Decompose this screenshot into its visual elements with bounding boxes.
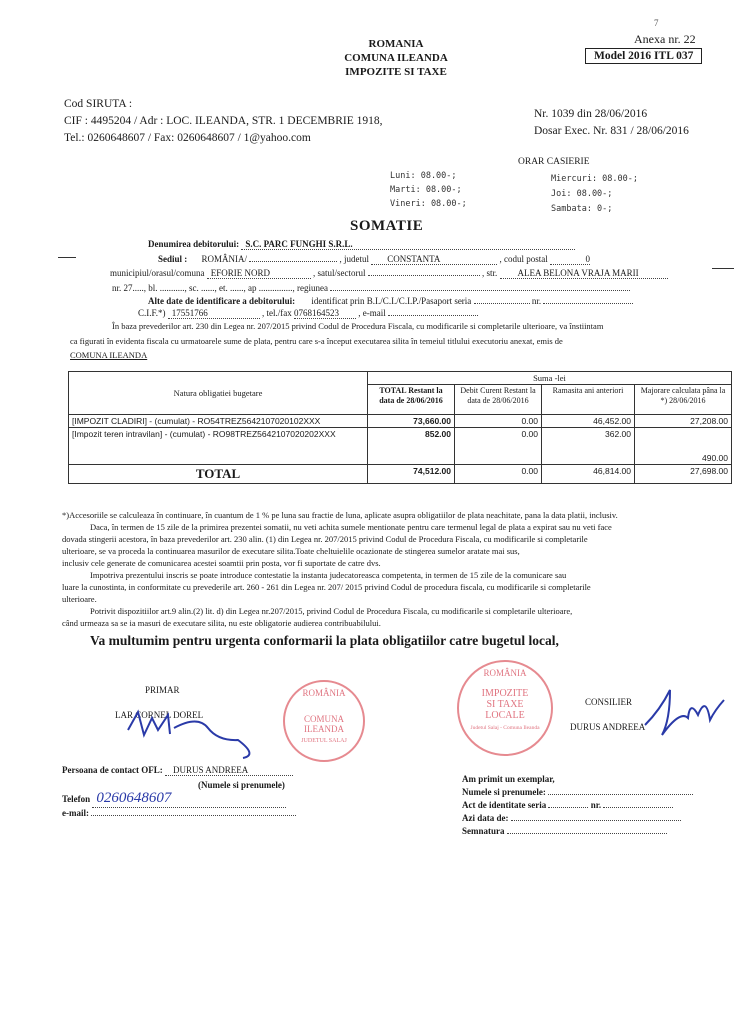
row-name: [Impozit teren intravilan] - (cumulat) - RO98TREZ5642107020202XXX (69, 428, 368, 465)
serie-value (474, 303, 530, 304)
stamp2-mid1: IMPOZITE (481, 688, 529, 699)
municipiu-label: municipiul/orasul/comuna (110, 268, 205, 278)
primar-name: LAR CORNEL DOREL (115, 710, 204, 720)
note-paragraph-4b: când urmeaza sa se ia masuri de executare silita, nu este obligatorie audierea contribuabilului. (62, 618, 381, 628)
orar-joi: Joi: 08.00-; (551, 189, 613, 199)
nr-label: nr. (531, 296, 542, 306)
col-total-label: TOTAL Restant la data de 28/06/2016 (379, 386, 443, 405)
table-row (69, 415, 732, 428)
total-ramasita: 46,814.00 (542, 465, 635, 484)
cod-postal-label: , codul postal (499, 254, 548, 264)
orar-luni: Luni: 08.00-; (390, 171, 457, 181)
email-value (388, 315, 478, 316)
municipiu-value: EFORIE NORD (207, 268, 311, 279)
right-margin-line-1 (712, 268, 734, 269)
note-paragraph-2c: ulterioare, se va proceda la continuarea masurilor de executare silita.Toate cheltuielile ocazionate de stingerea sumelor aratate mai sus, (62, 546, 520, 556)
primar-signature (118, 700, 268, 760)
regiunea-value (330, 290, 630, 291)
note-paragraph-2b: dovada stingerii acestora, în baza prevederilor art. 230 alin. (1) din Legea nr. 207/2015 privind Codul de Procedura Fiscala, cu modificarile si completarile (62, 534, 588, 544)
tel-value: 0768164523 (294, 308, 356, 319)
telefon-value: 0260648607 (92, 790, 286, 808)
col-majorare-header (635, 385, 732, 415)
row-name: [IMPOZIT CLADIRI] - (cumulat) - RO54TREZ5642107020102XXX (69, 415, 368, 428)
consilier-label: CONSILIER (585, 697, 632, 707)
header-romania: ROMANIA (368, 38, 424, 50)
document-number: Nr. 1039 din 28/06/2016 (534, 108, 648, 120)
consilier-name: DURUS ANDREEA (570, 722, 646, 732)
debtor-cif-row (138, 308, 478, 319)
receipt-sign-label: Semnatura (462, 826, 505, 836)
note-paragraph-3a: Impotriva prezentului inscris se poate introduce contestatie la instanta judecatoreasca competenta, in termen de 15 zile de la comunicare sau (90, 570, 567, 580)
note-paragraph-2d: inclusiv cele generate de comunicarea acestei soamtii prin posta, vor fi suportate de catre dvs. (62, 558, 381, 568)
total-total: 74,512.00 (368, 465, 455, 484)
row-ramasita: 362.00 (542, 428, 635, 465)
debtor-sediu-row (158, 254, 590, 265)
stamp1-mid2: ILEANDA (304, 724, 344, 734)
debtor-other-id-row (148, 296, 633, 306)
contact-email-row (62, 808, 296, 818)
receipt-date-value (511, 820, 681, 821)
note-paragraph-2a: Daca, în termen de 15 zile de la primirea prezentei somatii, nu veti achita sumele mentionate pentru care termenul legal de plata a expirat sau nu veti face (90, 522, 612, 532)
note-paragraph-3c: ulterioare. (62, 594, 97, 604)
orar-vineri: Vineri: 08.00-; (390, 199, 467, 209)
stamp2-mid2: SI TAXE (486, 699, 524, 710)
receipt-act-label: Act de identitate seria (462, 800, 547, 810)
receipt-sign-value (507, 833, 667, 834)
cod-postal-value: 0 (550, 254, 590, 265)
note-paragraph-3b: luare la cunostinta, in conformitate cu prevederile art. 260 - 261 din Legea nr. 207/ 2015 privind Codul de procedura fiscala, cu modificarile si completarile (62, 582, 591, 592)
receipt-name-label: Numele si prenumele: (462, 787, 546, 797)
sat-label: , satul/sectorul (312, 268, 366, 278)
cif-value: 17551766 (168, 308, 260, 319)
stamp2-bottom: Judetul Salaj - Comuna Ileanda (470, 725, 540, 731)
receipt-date-label: Azi data de: (462, 813, 509, 823)
receipt-line-3 (462, 800, 673, 810)
institution-contact: Tel.: 0260648607 / Fax: 0260648607 / 1@yahoo.com (64, 132, 311, 144)
impozite-stamp (457, 660, 553, 756)
receipt-line-2 (462, 787, 693, 797)
tel-label: , tel./fax (262, 308, 292, 318)
contact-email-label: e-mail: (62, 808, 89, 818)
judet-value: CONSTANTA (371, 254, 497, 265)
anexa-label: Anexa nr. 22 (634, 32, 696, 46)
model-code: Model 2016 ITL 037 (585, 48, 702, 64)
document-title: SOMATIE (350, 218, 424, 234)
header-impozite: IMPOZITE SI TAXE (345, 66, 447, 78)
stamp2-mid3: LOCALE (485, 710, 525, 721)
country-dots (249, 261, 337, 262)
note-accesorii: *)Accesoriile se calculeaza în continuare, în cuantum de 1 % pe luna sau fractie de luna, aplicate asupra obligatiilor de plata neachitate, pana la data platii, inclusiv. (62, 510, 618, 520)
orar-sambata: Sambata: 0-; (551, 204, 613, 214)
col-majorare-label: Majorare calculata pâna la *) 28/06/2016 (640, 386, 726, 405)
debtor-name: S.C. PARC FUNGHI S.R.L. (241, 239, 575, 250)
stamp1-mid1: COMUNA (303, 714, 344, 724)
col-debit-header (455, 385, 542, 415)
primar-label: PRIMAR (145, 685, 180, 695)
telefon-label: Telefon (62, 794, 91, 804)
alte-date-label: Alte date de identificare a debitorului: (148, 296, 296, 306)
identificat-text: identificat prin B.I./C.I./C.I.P./Pasaport seria (311, 296, 472, 306)
row-majorare: 27,208.00 (635, 415, 732, 428)
sediu-label: Sediul : (158, 254, 188, 264)
table-total-row (69, 465, 732, 484)
str-value: ALEA BELONA VRAJA MARII (500, 268, 668, 279)
institution-cif-address: CIF : 4495204 / Adr : LOC. ILEANDA, STR. 1 DECEMBRIE 1918, (64, 115, 383, 127)
primar-signature-stroke (128, 712, 249, 758)
email-label: , e-mail (358, 308, 386, 318)
margin-mark: 7 (654, 18, 659, 28)
col-group-header (368, 372, 732, 385)
orar-miercuri: Miercuri: 08.00-; (551, 174, 638, 184)
receipt-line-5 (462, 826, 667, 836)
col-group-label: Suma -lei (533, 373, 566, 383)
receipt-name-value (548, 794, 693, 795)
col-ramasita-label: Ramasita ani anteriori (552, 386, 624, 395)
row-total: 73,660.00 (368, 415, 455, 428)
address-detail: nr. 27....., bl. ..........., sc. ......, et. ......, ap ..............., regiunea (112, 283, 328, 293)
judet-label: , judetul (339, 254, 370, 264)
total-majorare: 27,698.00 (635, 465, 732, 484)
table-header-row-1 (69, 372, 732, 385)
header-comuna: COMUNA ILEANDA (344, 52, 448, 64)
cif-label: C.I.F.*) (138, 308, 166, 318)
debtor-municipiu-row (110, 268, 668, 279)
note-paragraph-4a: Potrivit dispozitiilor art.9 alin.(2) lit. d) din Legea nr.207/2015, privind Codul de Procedura Fiscala, cu modificarile si completarile ulterioare, (90, 606, 573, 616)
thanks-line: Va multumim pentru urgenta conformarii la plata obligatiilor catre bugetul local, (90, 633, 559, 648)
dosar-number: Dosar Exec. Nr. 831 / 28/06/2016 (534, 125, 689, 137)
orar-marti: Marti: 08.00-; (390, 185, 462, 195)
row-majorare: 490.00 (635, 428, 732, 465)
total-debit: 0.00 (455, 465, 542, 484)
receipt-line-4 (462, 813, 681, 823)
receipt-serie-value (548, 807, 588, 808)
stamp1-top: ROMÂNIA (302, 688, 346, 698)
col-nature-header (69, 372, 368, 415)
contact-row (62, 765, 293, 776)
row-total: 852.00 (368, 428, 455, 465)
intro-paragraph-2: ca figurati în evidenta fiscala cu urmatoarele sume de plata, pentru care s-a început executarea silita în temeiul titlului executoriu anexat, emis de (70, 336, 563, 346)
col-debit-label: Debit Curent Restant la data de 28/06/2016 (460, 386, 536, 405)
debtor-name-row (148, 239, 575, 250)
consilier-signature-stroke (645, 690, 724, 735)
country: ROMÂNIA/ (201, 254, 248, 264)
intro-paragraph-1: În baza prevederilor art. 230 din Legea nr. 207/2015 privind Codul de Procedura Fiscala, cu modificarile si completarile ulterioare, va înstiintam (112, 321, 604, 331)
row-debit: 0.00 (455, 428, 542, 465)
total-label: TOTAL (69, 465, 368, 484)
col-ramasita-header (542, 385, 635, 415)
row-ramasita: 46,452.00 (542, 415, 635, 428)
col-total-header (368, 385, 455, 415)
receipt-nr-label: nr. (590, 800, 602, 810)
left-margin-line-1 (58, 257, 76, 258)
stamp1-bottom: JUDETUL SALAJ (301, 738, 347, 744)
persoana-value: DURUS ANDREEA (165, 765, 293, 776)
table-row (69, 428, 732, 465)
consilier-signature (640, 680, 730, 750)
orar-title: ORAR CASIERIE (518, 157, 590, 167)
col-nature-label: Natura obligatiei bugetare (173, 388, 263, 398)
obligations-table (68, 371, 732, 484)
cod-siruta: Cod SIRUTA : (64, 98, 133, 110)
stamp2-top: ROMÂNIA (483, 668, 527, 678)
receipt-nr-value (603, 807, 673, 808)
persoana-note: (Numele si prenumele) (198, 780, 285, 790)
issuer-name: COMUNA ILEANDA (70, 350, 148, 360)
comuna-stamp (283, 680, 365, 762)
sat-value (368, 275, 480, 276)
debtor-name-label: Denumirea debitorului: (148, 239, 240, 249)
persoana-label: Persoana de contact OFL: (62, 765, 163, 775)
nr-value (543, 303, 633, 304)
debtor-address-row (112, 283, 630, 293)
contact-email-value (91, 815, 296, 816)
row-debit: 0.00 (455, 415, 542, 428)
telefon-row (62, 790, 286, 808)
receipt-line-1: Am primit un exemplar, (462, 774, 555, 784)
str-label: , str. (481, 268, 498, 278)
